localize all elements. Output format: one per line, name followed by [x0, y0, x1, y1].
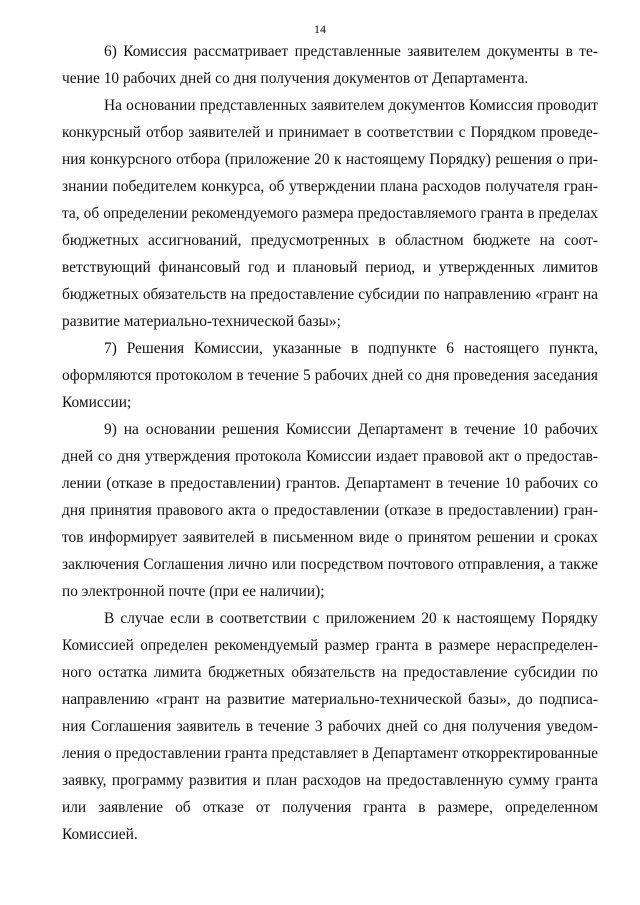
page-number: 14 — [314, 22, 326, 36]
paragraph-remaining-limit: В случае если в соответствии с приложением 20 к настоящему Порядку Комиссией определен рекомендуемый размер гранта в размере нераспределенного остатка лимита бюджетных обязательств на предоставление субсидии по направлению «грант на развитие материально-технической базы», до подписания Соглашения заявитель в течение 3 рабочих дней со дня получения уведомления о предоставлении гранта представляет в Департамент откорректированные заявку, программу развития и план расходов на предоставленную сумму гранта или заявление об отказе от получения гранта в размере, определенном Комиссией. — [62, 610, 598, 843]
paragraph-item-6: 6) Комиссия рассматривает представленные заявителем документы в течение 10 рабочих дней со дня получения документов от Департамента. — [62, 43, 598, 87]
paragraph-commission-selection: На основании представленных заявителем документов Комиссия проводит конкурсный отбор заявителей и принимает в соответствии с Порядком проведения конкурсного отбора (приложение 20 к настоящему Порядку) решения о признании победителем конкурса, об утверждении плана расходов получателя гранта, об определении рекомендуемого размера предоставляемого гранта в пределах бюджетных ассигнований, предусмотренных в областном бюджете на соответствующий финансовый год и плановый период, и утвержденных лимитов бюджетных обязательств на предоставление субсидии по направлению «грант на развитие материально-технической базы»; — [62, 97, 598, 330]
paragraph-item-7: 7) Решения Комиссии, указанные в подпункте 6 настоящего пункта, оформляются протоколом в течение 5 рабочих дней со дня проведения заседания Комиссии; — [62, 340, 598, 411]
document-body — [62, 38, 598, 848]
paragraph-item-9: 9) на основании решения Комиссии Департамент в течение 10 рабочих дней со дня утверждения протокола Комиссии издает правовой акт о предоставлении (отказе в предоставлении) грантов. Департамент в течение 10 рабочих со дня принятия правового акта о предоставлении (отказе в предоставлении) грантов информирует заявителей в письменном виде о принятом решении и сроках заключения Соглашения лично или посредством почтового отправления, а также по электронной почте (при ее наличии); — [62, 421, 598, 600]
